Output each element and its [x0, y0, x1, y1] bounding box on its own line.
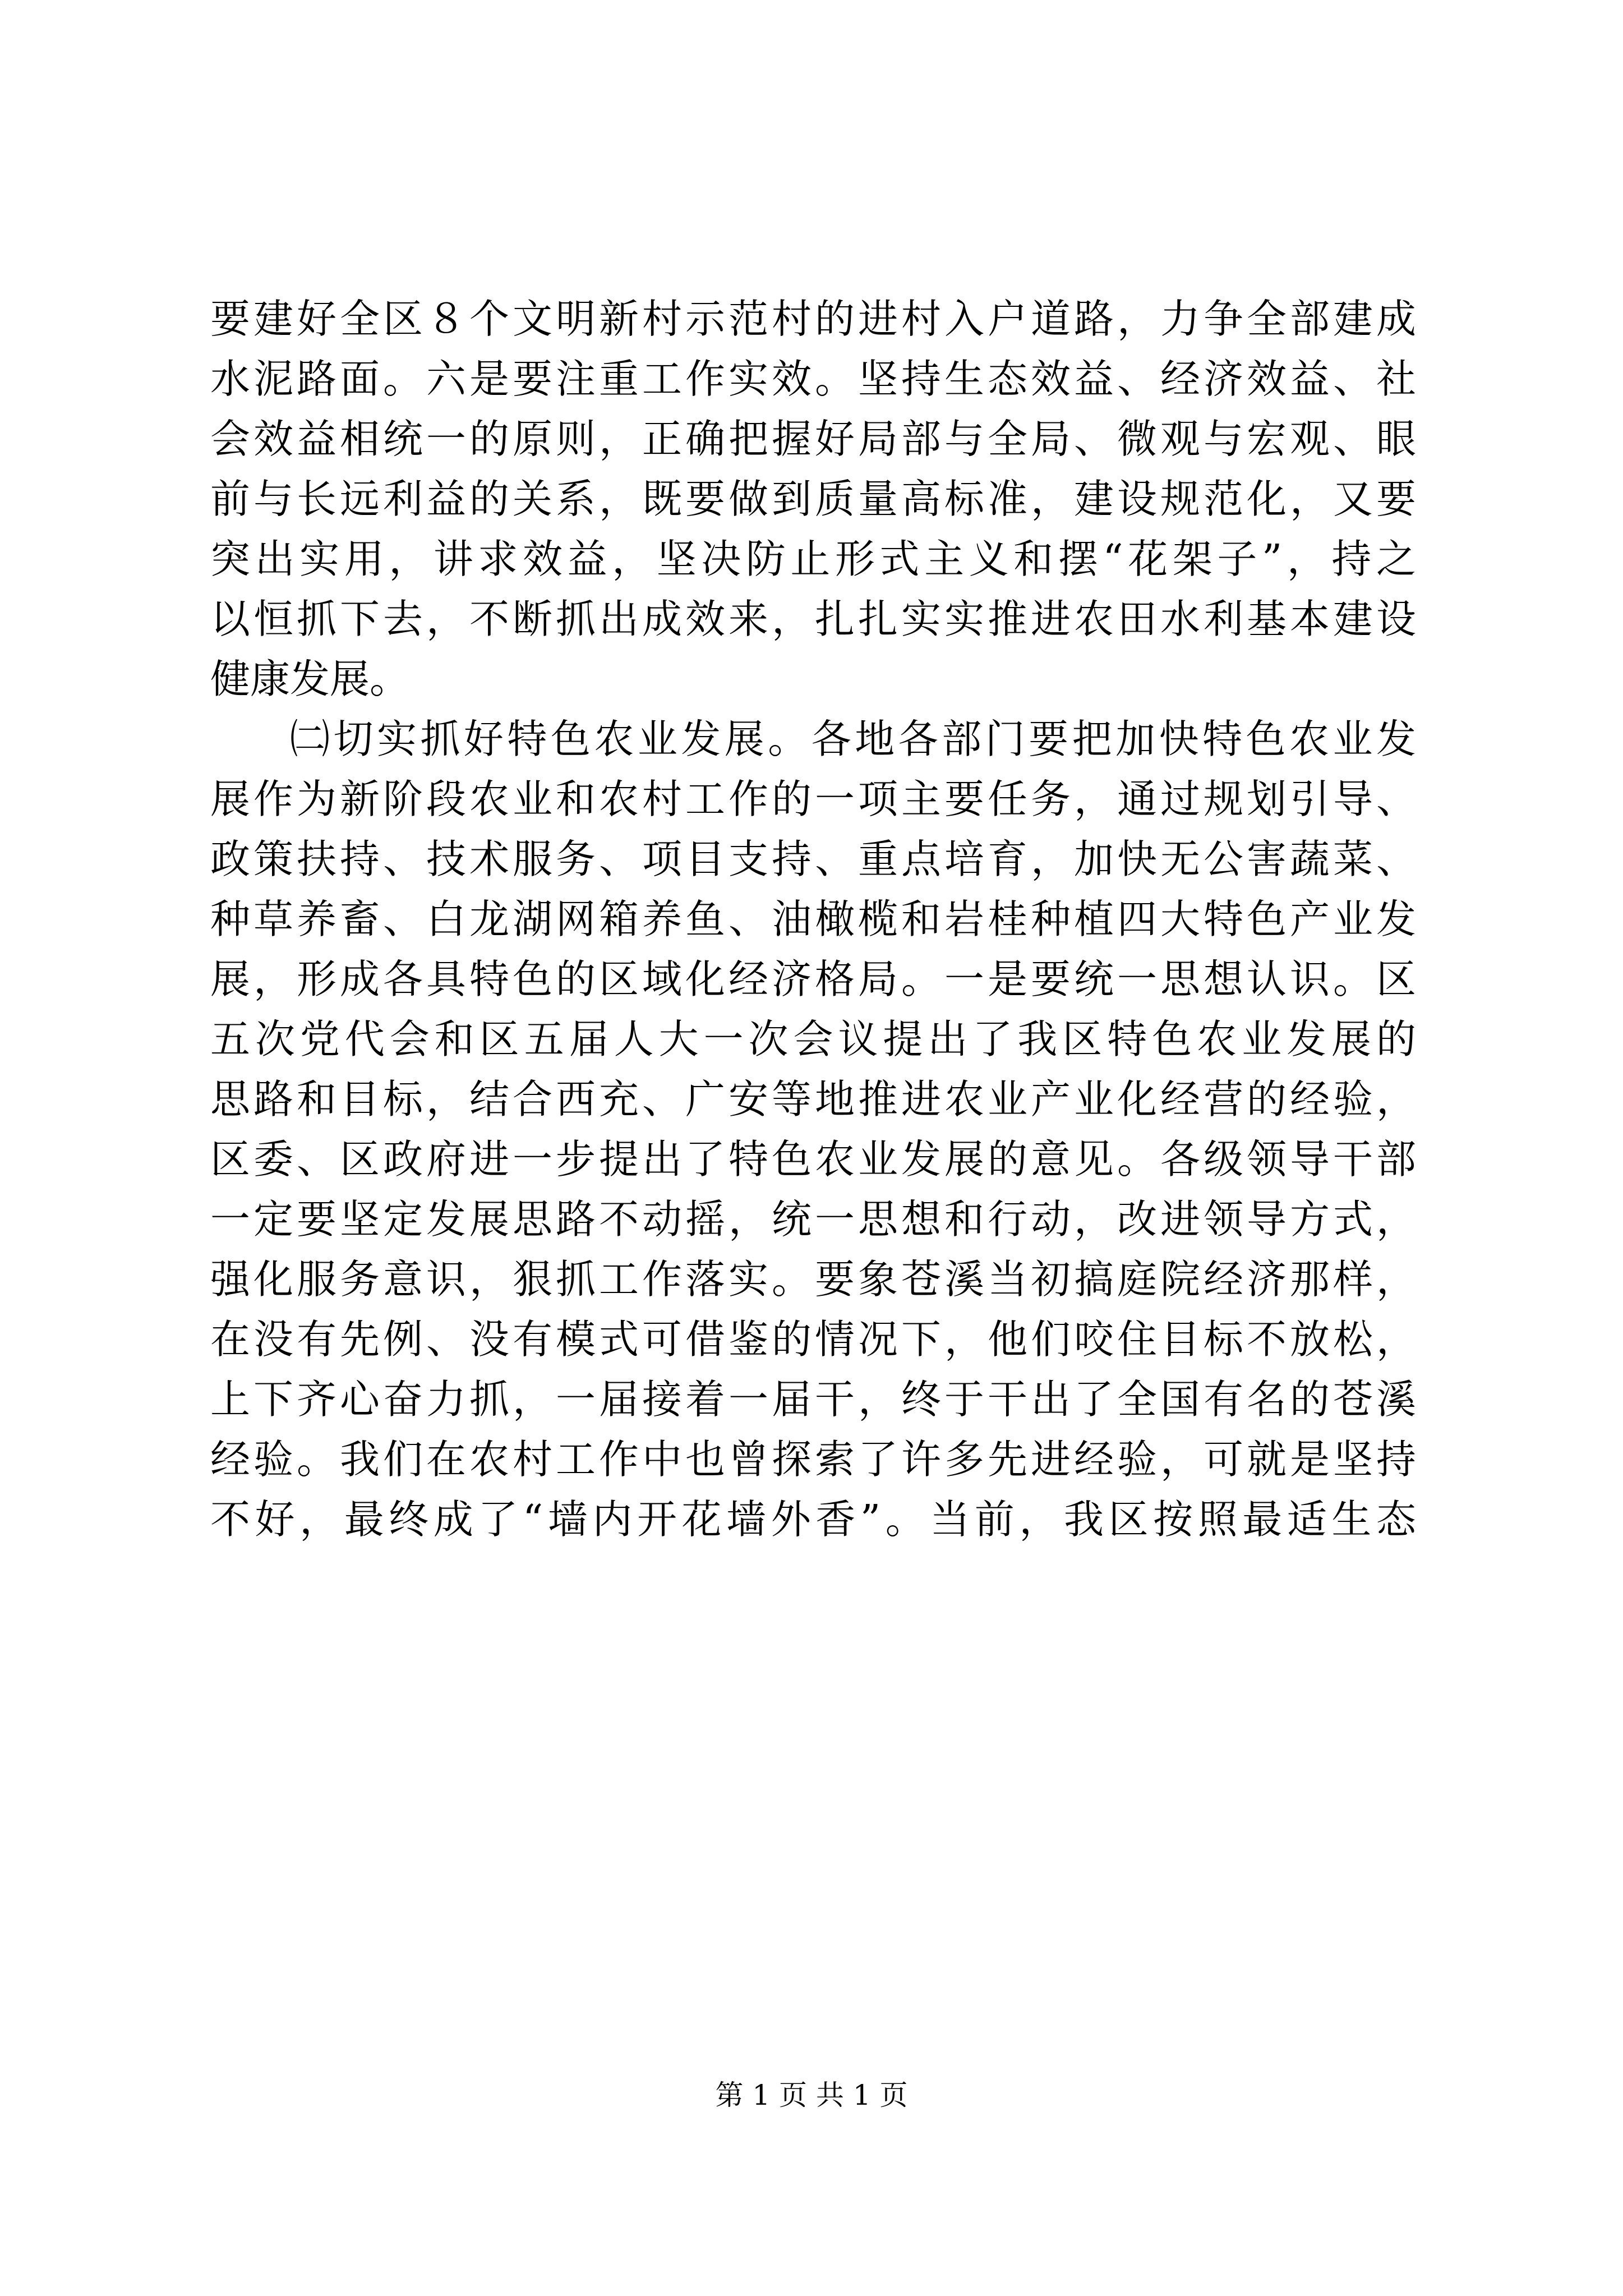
- text-line: 水泥路面。六是要注重工作实效。坚持生态效益、经济效益、社: [210, 356, 1416, 402]
- text-line: 经验。我们在农村工作中也曾探索了许多先进经验，可就是坚持: [210, 1436, 1416, 1483]
- text-line: 政策扶持、技术服务、项目支持、重点培育，加快无公害蔬菜、: [210, 836, 1416, 882]
- paragraph-1: [210, 289, 1416, 709]
- text-line: 不好，最终成了“墙内开花墙外香”。当前，我区按照最适生态: [210, 1496, 1416, 1543]
- paragraph-2: [210, 709, 1416, 1549]
- document-body: [210, 289, 1416, 1549]
- text-line: 在没有先例、没有模式可借鉴的情况下，他们咬住目标不放松，: [210, 1316, 1416, 1363]
- text-line: 突出实用，讲求效益，坚决防止形式主义和摆“花架子”，持之: [210, 536, 1416, 582]
- text-line: 种草养畜、白龙湖网箱养鱼、油橄榄和岩桂种植四大特色产业发: [210, 896, 1416, 942]
- text-line: 会效益相统一的原则，正确把握好局部与全局、微观与宏观、眼: [210, 416, 1416, 462]
- text-line: 强化服务意识，狠抓工作落实。要象苍溪当初搞庭院经济那样，: [210, 1256, 1416, 1303]
- text-line: 健康发展。: [210, 656, 410, 702]
- page-footer: 第 1 页 共 1 页: [715, 2079, 908, 2111]
- text-line: 展作为新阶段农业和农村工作的一项主要任务，通过规划引导、: [210, 776, 1416, 822]
- text-line: 思路和目标，结合西充、广安等地推进农业产业化经营的经验，: [210, 1076, 1416, 1122]
- text-line: 上下齐心奋力抓，一届接着一届干，终于干出了全国有名的苍溪: [210, 1376, 1416, 1423]
- text-line: 要建好全区８个文明新村示范村的进村入户道路，力争全部建成: [210, 296, 1416, 342]
- text-line: 以恒抓下去，不断抓出成效来，扎扎实实推进农田水利基本建设: [210, 596, 1416, 642]
- text-line: 展，形成各具特色的区域化经济格局。一是要统一思想认识。区: [210, 956, 1416, 1002]
- text-line: 五次党代会和区五届人大一次会议提出了我区特色农业发展的: [210, 1016, 1416, 1062]
- text-line: 前与长远利益的关系，既要做到质量高标准，建设规范化，又要: [210, 476, 1416, 522]
- text-line: 一定要坚定发展思路不动摇，统一思想和行动，改进领导方式，: [210, 1196, 1416, 1243]
- text-line: 区委、区政府进一步提出了特色农业发展的意见。各级领导干部: [210, 1136, 1416, 1182]
- text-line: ㈡切实抓好特色农业发展。各地各部门要把加快特色农业发: [290, 716, 1416, 762]
